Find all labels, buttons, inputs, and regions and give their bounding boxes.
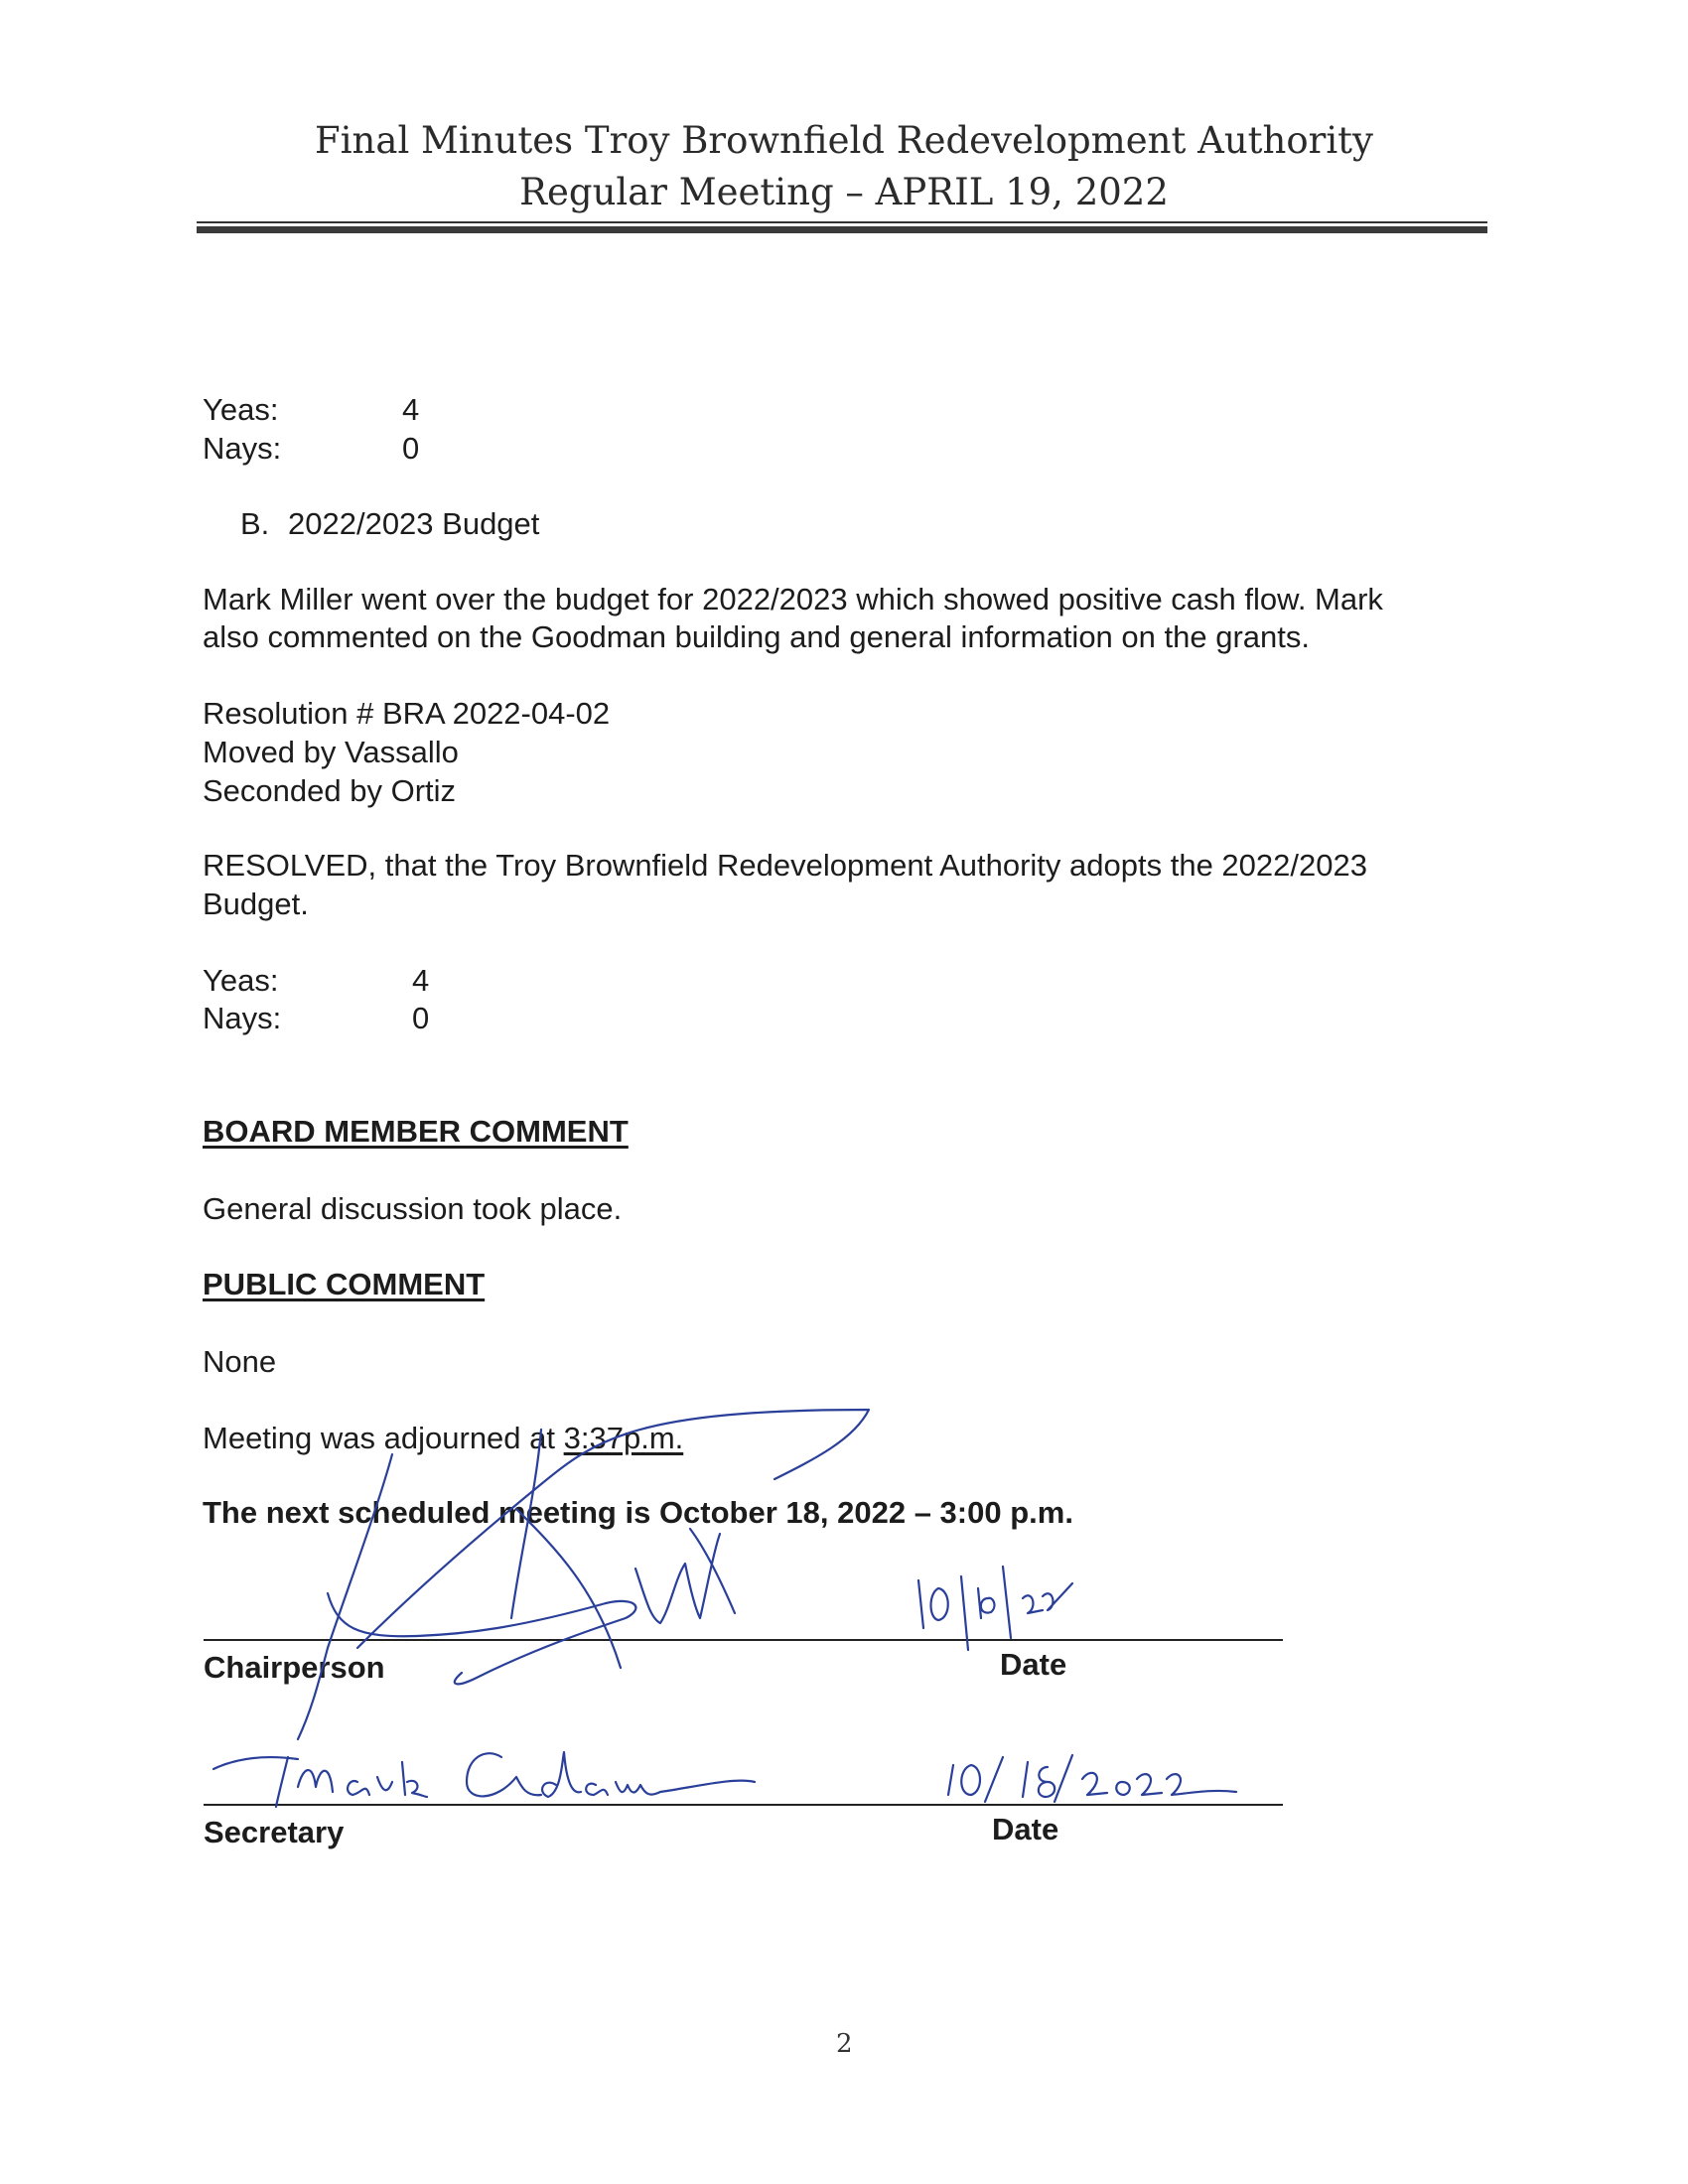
secretary-label: Secretary [204, 1815, 345, 1849]
chair-signature-stroke-g [635, 1534, 720, 1623]
header-rule-thin [197, 221, 1487, 223]
resolution-number: Resolution # BRA 2022-04-02 [203, 696, 611, 731]
secretary-name-ink [213, 1757, 427, 1807]
adjourned-time: 3:37p.m. [563, 1421, 684, 1455]
vote1-yeas-value: 4 [402, 392, 420, 427]
resolution-seconded-by: Seconded by Ortiz [203, 773, 457, 808]
chair-signature-stroke-f [516, 1509, 621, 1668]
budget-paragraph-line1: Mark Miller went over the budget for 2022/2023 which showed positive cash flow. Mark [203, 582, 1383, 616]
public-comment-heading: PUBLIC COMMENT [203, 1267, 486, 1301]
vote2-yeas-value: 4 [412, 963, 430, 998]
vote1-nays-value: 0 [402, 431, 420, 466]
secretary-name-ink-2 [467, 1752, 755, 1797]
adjourned-prefix: Meeting was adjourned at [203, 1421, 564, 1455]
chair-date-label: Date [1000, 1647, 1067, 1682]
secretary-signature-line [204, 1804, 1283, 1806]
document-title-line1: Final Minutes Troy Brownfield Redevelopment Authority [315, 119, 1373, 162]
budget-paragraph-line2: also commented on the Goodman building and general information on the grants. [203, 619, 1310, 654]
resolution-moved-by: Moved by Vassallo [203, 735, 459, 769]
item-b-letter: B. [240, 506, 270, 541]
chair-signature-stroke-c [455, 1601, 636, 1684]
public-comment-text: None [203, 1344, 277, 1379]
vote2-nays-label: Nays: [203, 1001, 282, 1035]
document-title-line2: Regular Meeting – APRIL 19, 2022 [519, 171, 1169, 213]
vote2-nays-value: 0 [412, 1001, 430, 1035]
board-comment-heading: BOARD MEMBER COMMENT [203, 1114, 629, 1149]
next-meeting-line: The next scheduled meeting is October 18, 2022 – 3:00 p.m. [203, 1495, 1073, 1530]
secretary-date-ink [948, 1755, 1236, 1802]
vote2-yeas-label: Yeas: [203, 963, 279, 998]
vote1-nays-label: Nays: [203, 431, 282, 466]
chair-signature-line [204, 1639, 1283, 1641]
resolved-text-line1: RESOLVED, that the Troy Brownfield Redevelopment Authority adopts the 2022/2023 [203, 848, 1367, 883]
header-rule-thick [197, 226, 1487, 233]
board-comment-text: General discussion took place. [203, 1191, 623, 1226]
secretary-date-label: Date [992, 1812, 1059, 1846]
chair-signature-stroke-h [690, 1529, 735, 1613]
vote1-yeas-label: Yeas: [203, 392, 279, 427]
chair-signature-stroke-b [328, 1593, 606, 1636]
chair-label: Chairperson [204, 1650, 385, 1685]
resolved-text-line2: Budget. [203, 887, 309, 921]
item-b-title: 2022/2023 Budget [288, 506, 540, 541]
page-number: 2 [836, 2029, 853, 2059]
chair-date-ink [918, 1567, 1072, 1650]
adjourned-line [203, 1419, 683, 1457]
